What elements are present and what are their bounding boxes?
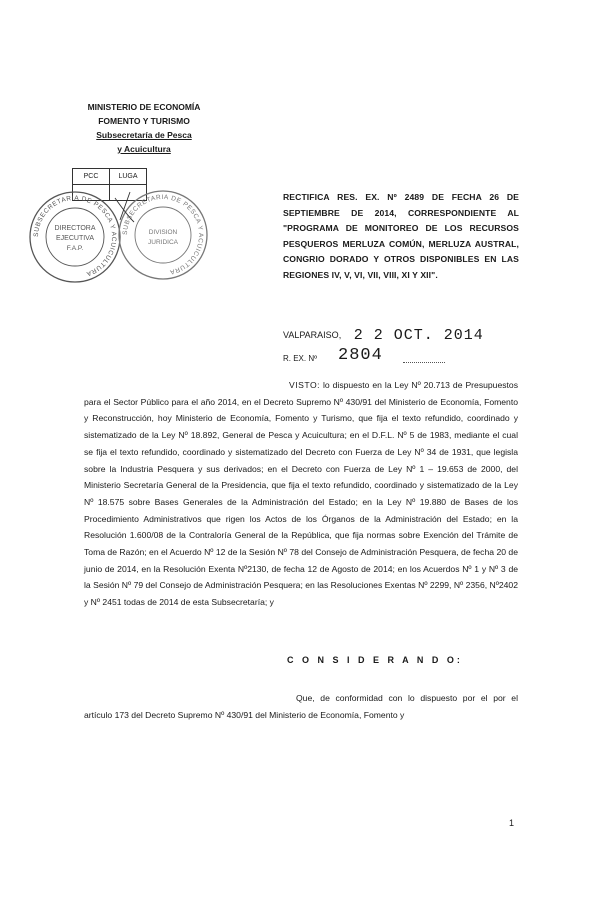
juridica-stamp — [119, 191, 207, 279]
resolution-number: 2804 — [338, 346, 383, 365]
stamp2-ring-text: SUBSECRETARIA DE PESCA Y ACUICULTURA — [121, 193, 205, 276]
resolution-number-line — [283, 346, 383, 365]
visto-lead: VISTO: — [289, 380, 321, 390]
initials-cell-1: PCC — [73, 169, 110, 185]
ministry-name-line2: FOMENTO Y TURISMO — [98, 116, 190, 126]
dotted-fill — [403, 356, 445, 363]
stamp1-ring-text: SUBSECRETARIA DE PESCA Y ACUICULTURA — [32, 194, 118, 278]
page-number: 1 — [509, 818, 515, 828]
visto-paragraph — [84, 377, 518, 611]
official-stamps — [20, 180, 230, 290]
place-date — [283, 327, 484, 344]
ministry-header — [84, 100, 204, 156]
stamp1-center-line2: EJECUTIVA — [56, 235, 94, 242]
initials-cell-2: LUGA — [110, 169, 147, 185]
resolution-subject: RECTIFICA RES. EX. Nº 2489 DE FECHA 26 DE SEPTIEMBRE DE 2014, CORRESPONDIENTE AL "PROGRAMA DE MONITOREO DE LOS RECURSOS PESQUEROS MERLUZA COMÚN, MERLUZA AUSTRAL, CONGRIO DORADO Y OTROS DISPONIBLES EN LAS REGIONES IV, V, VI, VII, VIII, XI Y XII". — [283, 192, 519, 280]
considerando-paragraph: Que, de conformidad con lo dispuesto por el por el artículo 173 del Decreto Supremo Nº 430/91 del Ministerio de Economía, Fomento y — [84, 693, 518, 720]
stamp2-center-line1: DIVISION — [148, 229, 178, 236]
visto-text: lo dispuesto en la Ley Nº 20.713 de Presupuestos para el Sector Público para el año 2014, en el Decreto Supremo Nº 430/91 del Ministerio de Economía, Fomento y Reconstrucción, hoy Ministerio de Economía, Fomento y Turismo, que fija el texto refundido, coordinado y sistematizado de la Ley Nº 18.892, General de Pesca y Acuicultura; en el D.F.L. Nº 5 de 1983, mediante el cual se fija el texto refundido, coordinado y sistematizado del Decreto con Fuerza de Ley Nº 34 de 1931, que legisla sobre la Industria Pesquera y sus derivados; en el Decreto con Fuerza de Ley Nº 1 – 19.653 de 2000, del Ministerio Secretaría General de la Presidencia, que fija el texto refundido, coordinado y sistematizado de la Ley Nº 18.575 sobre Bases Generales de la Administración del Estado; en la Ley Nº 19.880 de Bases de los Procedimiento Administrativos que rigen los Actos de los Órganos de la Administración del Estado; en la Resolución 1.600/08 de la Contraloría General de la República, que fija normas sobre Exención del Trámite de Toma de Razón; en el Acuerdo Nº 12 de la Sesión Nº 78 del Consejo de Administración Pesquera, de fecha 20 de junio de 2014, en la Resolución Exenta Nº2130, de fecha 12 de Agosto de 2014; en los Acuerdos Nº 1 y Nº 3 de la Sesión Nº 79 del Consejo de Administración Pesquera; en las Resoluciones Exentas Nº 2299, Nº 2356, Nº2402 y Nº 2451 todas de 2014 de esta Subsecretaría; y — [84, 380, 518, 608]
place-label: VALPARAISO, — [283, 330, 342, 340]
considerando-heading: C O N S I D E R A N D O: — [287, 655, 463, 665]
stamp1-center-line3: F.A.P. — [66, 245, 84, 252]
subsecretaria-line1: Subsecretaría de Pesca — [96, 130, 192, 140]
stamp1-center-line1: DIRECTORA — [54, 225, 96, 232]
resolution-label: R. EX. Nº — [283, 354, 318, 363]
directora-stamp — [30, 192, 120, 282]
date-stamp: 2 2 OCT. 2014 — [353, 327, 484, 344]
ministry-name-line1: MINISTERIO DE ECONOMÍA — [87, 102, 201, 112]
subsecretaria-line2: y Acuicultura — [117, 144, 171, 154]
stamp2-center-line2: JURIDICA — [148, 239, 178, 246]
